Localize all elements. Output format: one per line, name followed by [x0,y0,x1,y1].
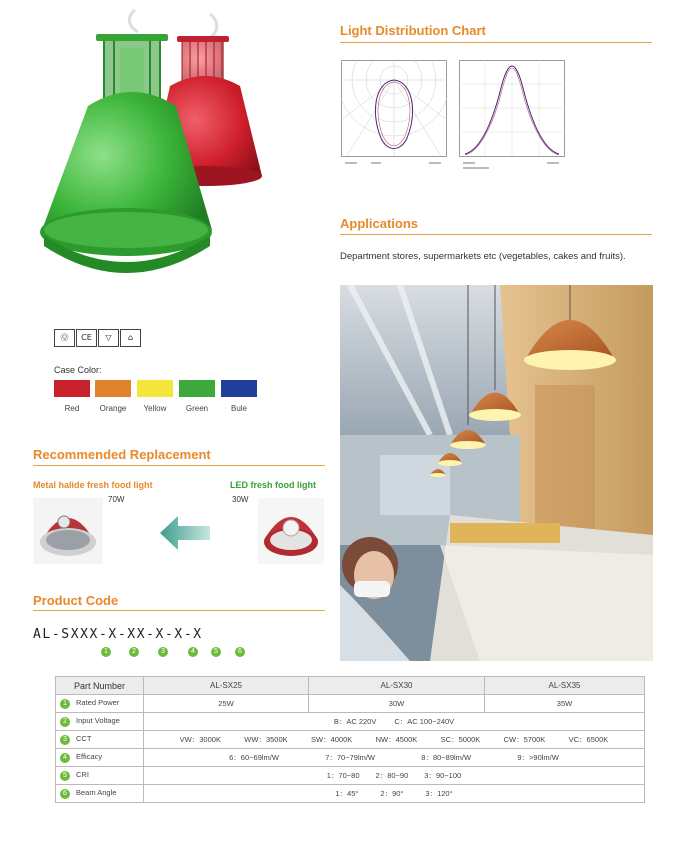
new-light-watt: 30W [232,495,249,504]
swatch-red [54,380,90,397]
light-distribution-title: Light Distribution Chart [340,23,486,38]
swatch-yellow [137,380,173,397]
table-cell: 1：45° [335,789,359,798]
table-cell: 9：>90lm/W [517,753,559,762]
row-number-badge: 3 [60,735,70,745]
linear-distribution-chart [459,60,565,174]
row-label: Beam Angle [76,788,117,798]
table-cell: 25W [144,695,309,713]
arrow-left-icon [160,516,210,550]
replacement-title: Recommended Replacement [33,447,211,462]
table-cell: 1：70~80 [326,771,360,780]
code-number-6: 6 [235,647,245,657]
table-row [56,713,645,731]
swatch-label-red: Red [64,404,80,413]
row-number-badge: 1 [60,699,70,709]
product-image [30,8,270,298]
table-cell: 8：80~89lm/W [421,753,472,762]
row-number-badge: 5 [60,771,70,781]
applications-title: Applications [340,216,419,231]
table-cell: 2：90° [380,789,404,798]
row-label: CCT [76,734,92,744]
code-number-3: 3 [158,647,168,657]
rohs-cert-icon: ▽ [98,329,119,347]
table-row [56,695,645,713]
ccc-cert-icon: Ⓠ [54,329,75,347]
table-cell: WW：3500K [244,735,288,744]
header-model-1: AL-SX25 [144,677,309,695]
table-row [56,785,645,803]
old-light-label: Metal halide fresh food light [33,480,153,490]
house-cert-icon: ⌂ [120,329,141,347]
header-part-number: Part Number [56,677,144,695]
swatch-label-yellow: Yellow [143,404,167,413]
product-code-title: Product Code [33,593,119,608]
replacement-rule [33,465,325,466]
table-cell: 7：70~79lm/W [325,753,376,762]
old-light-watt: 70W [108,495,125,504]
table-cell: SW：4000K [311,735,353,744]
table-row [56,767,645,785]
swatch-label-green: Green [185,404,209,413]
table-cell: 3：90~100 [424,771,462,780]
table-row [56,731,645,749]
table-cell: VC：6500K [568,735,609,744]
table-cell: VW：3000K [179,735,221,744]
table-cell: 30W [309,695,485,713]
table-row [56,749,645,767]
row-label: Input Voltage [76,716,120,726]
row-number-badge: 4 [60,753,70,763]
metal-halide-lamp-image [33,498,103,564]
product-code-rule [33,610,325,611]
supermarket-photo [340,285,653,661]
table-header-row [56,677,645,695]
header-model-2: AL-SX30 [309,677,485,695]
table-cell: 3：120° [425,789,453,798]
row-label: Rated Power [76,698,120,708]
ce-cert-icon: CE [76,329,97,347]
case-color-label: Case Color: [54,365,102,375]
code-number-1: 1 [101,647,111,657]
row-number-badge: 6 [60,789,70,799]
swatch-label-blue: Bule [230,404,247,413]
table-cell: 6：60~69lm/W [229,753,279,762]
applications-description: Department stores, supermarkets etc (vegetables, cakes and fruits). [340,251,626,262]
header-model-3: AL-SX35 [485,677,645,695]
swatch-blue [221,380,257,397]
code-number-5: 5 [211,647,221,657]
table-cell: NW：4500K [375,735,418,744]
applications-rule [340,234,652,235]
code-number-2: 2 [129,647,139,657]
table-cell: C：AC 100~240V [394,717,455,726]
table-cell: B：AC 220V [333,717,377,726]
table-cell: 2：80~90 [375,771,409,780]
led-lamp-image [258,498,324,564]
polar-distribution-diagram [341,60,447,170]
swatch-orange [95,380,131,397]
product-code-string: AL-SXXX-X-XX-X-X-X [33,627,203,642]
swatch-green [179,380,215,397]
row-label: Efficacy [76,752,103,762]
light-distribution-rule [340,42,652,43]
table-cell: SC：5000K [440,735,481,744]
table-cell: 35W [485,695,645,713]
code-number-4: 4 [188,647,198,657]
new-light-label: LED fresh food light [230,480,316,490]
row-number-badge: 2 [60,717,70,727]
row-label: CRI [76,770,89,780]
table-cell: CW：5700K [503,735,546,744]
spec-table [55,676,645,803]
swatch-label-orange: Orange [99,404,127,413]
